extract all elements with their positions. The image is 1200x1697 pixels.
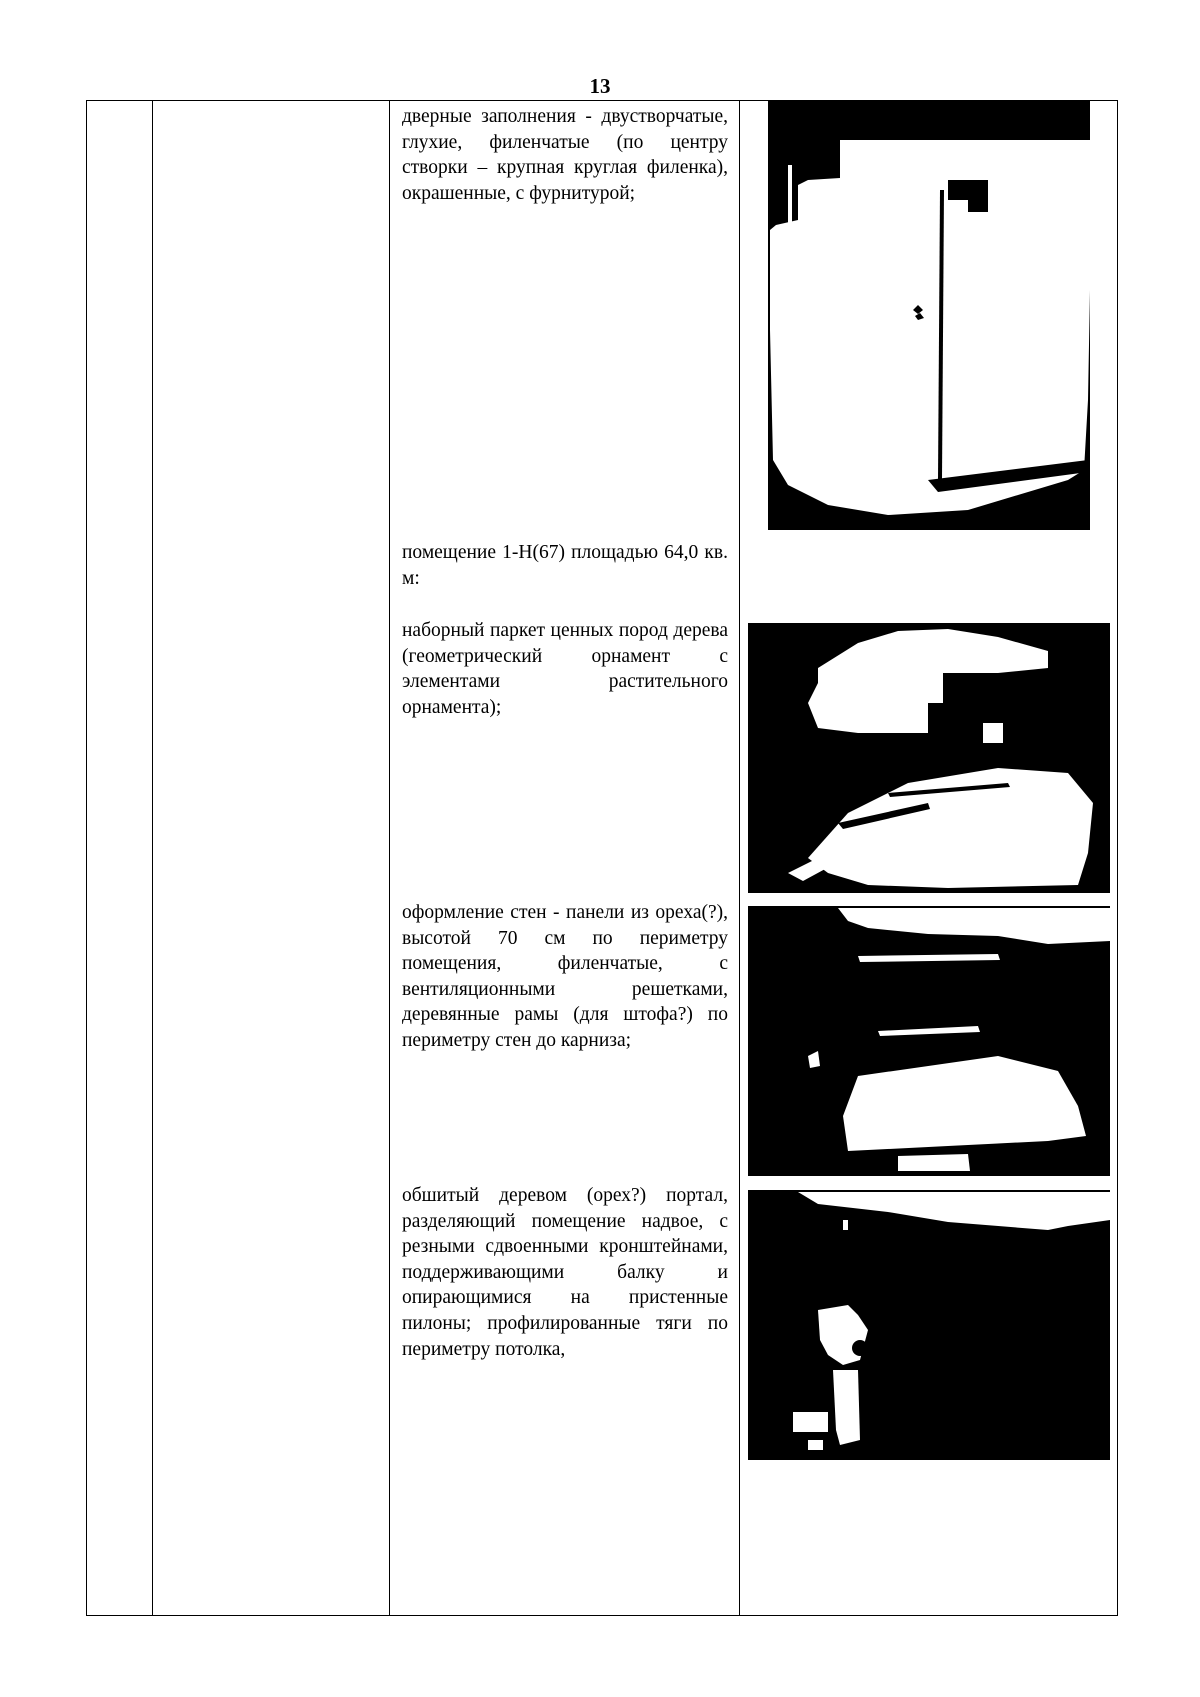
wall-panels-photo	[748, 906, 1110, 1176]
entry-parquet: наборный паркет ценных пород дерева (геометрический орнамент с элементами растительного орнамента);	[402, 620, 728, 718]
double-door-photo	[768, 100, 1090, 530]
parquet-floor-photo	[748, 623, 1110, 893]
entry-portal: обшитый деревом (орех?) портал, разделяющий помещение надвое, с резными сдвоенными кронштейнами, поддерживающими балку и опирающимися на пристенные пилоны; профилированные тяги по периметру потолка,	[402, 1185, 728, 1360]
page-number: 13	[589, 74, 611, 98]
entry-door-fillings: дверные заполнения - двустворчатые, глухие, филенчатые (по центру створки – крупная круглая филенка), окрашенные, с фурнитурой;	[402, 106, 728, 204]
column-divider	[152, 101, 153, 1615]
column-divider	[389, 101, 390, 1615]
column-divider	[739, 101, 740, 1615]
entry-wall-panels: оформление стен - панели из ореха(?), высотой 70 см по периметру помещения, филенчатые, с вентиляционными решетками, деревянные рамы (для штофа?) по периметру стен до карниза;	[402, 902, 728, 1051]
entry-room-area: помещение 1-Н(67) площадью 64,0 кв. м:	[402, 542, 728, 589]
portal-photo	[748, 1190, 1110, 1460]
